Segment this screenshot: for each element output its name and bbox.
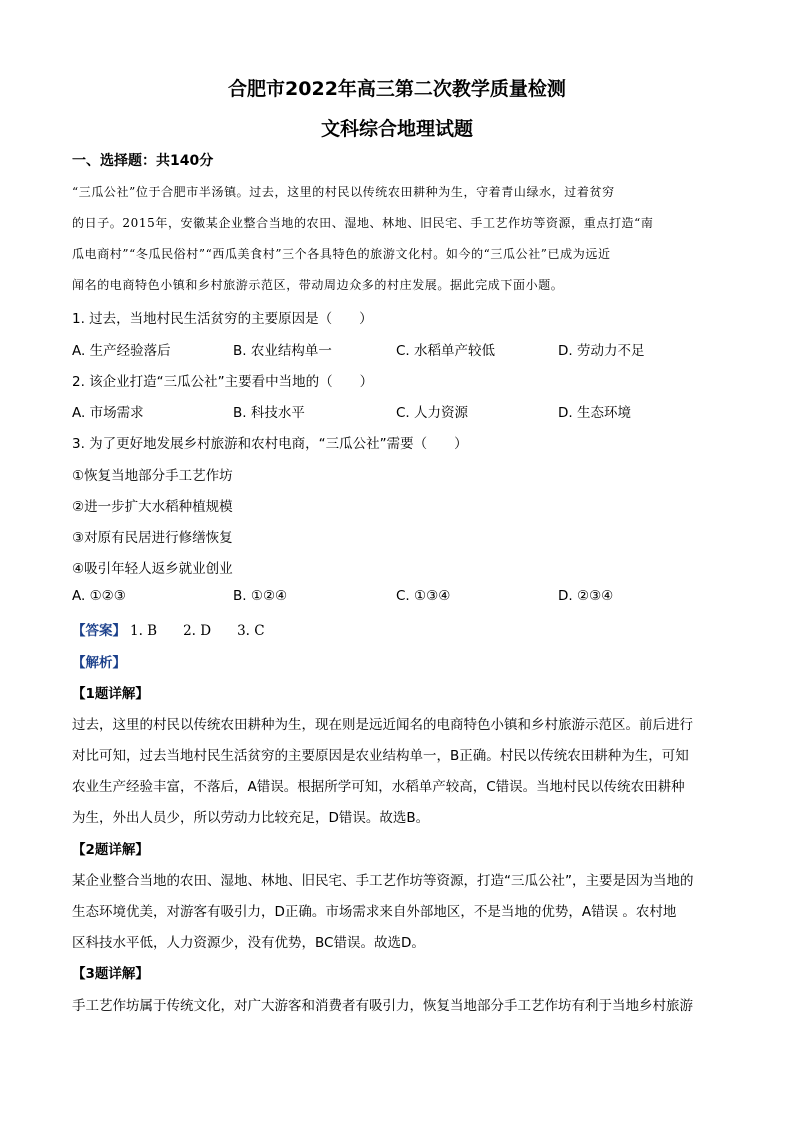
q3-item: ②进一步扩大水稻种植规模	[72, 499, 233, 515]
q3-option-b: B. ①②④	[233, 588, 288, 604]
detail-2-line: 生态环境优美，对游客有吸引力，D正确。市场需求来自外部地区，不是当地的优势，A错误 。农村地	[72, 904, 677, 920]
intro-line: “三瓜公社”位于合肥市半汤镇。过去，这里的村民以传统农田耕种为生，守着青山绿水，过着贫穷	[72, 185, 615, 199]
answer-tag: 【答案】	[72, 623, 126, 639]
q3-option-c: C. ①③④	[396, 588, 451, 604]
detail-2-line: 某企业整合当地的农田、湿地、林地、旧民宅、手工艺作坊等资源，打造“三瓜公社”，主要是因为当地的	[72, 873, 694, 889]
q1-option-d: D. 劳动力不足	[558, 343, 645, 359]
answer-value: 2. D	[183, 623, 212, 639]
question-1-stem: 1. 过去，当地村民生活贫穷的主要原因是（ ）	[72, 311, 373, 327]
detail-2-line: 区科技水平低，人力资源少，没有优势，BC错误。故选D。	[72, 935, 425, 951]
intro-line: 闻名的电商特色小镇和乡村旅游示范区，带动周边众多的村庄发展。据此完成下面小题。	[72, 278, 564, 292]
answer-value: 1. B	[130, 623, 158, 639]
intro-line: 的日子。2015年，安徽某企业整合当地的农田、湿地、林地、旧民宅、手工艺作坊等资源，重点打造“南	[72, 216, 654, 230]
q2-option-d: D. 生态环境	[558, 405, 631, 421]
question-3-stem: 3. 为了更好地发展乡村旅游和农村电商，“三瓜公社”需要（ ）	[72, 436, 468, 452]
q1-option-c: C. 水稻单产较低	[396, 343, 496, 359]
q3-item: ①恢复当地部分手工艺作坊	[72, 468, 233, 484]
section-heading: 一、选择题：共140分	[72, 153, 214, 169]
detail-2-tag: 【2题详解】	[72, 842, 149, 858]
answer-line	[72, 619, 265, 639]
q1-option-a: A. 生产经验落后	[72, 343, 171, 359]
document-title: 合肥市2022年高三第二次教学质量检测	[228, 78, 566, 100]
answer-value: 3. C	[237, 623, 265, 639]
q2-option-b: B. 科技水平	[233, 405, 305, 421]
q2-option-a: A. 市场需求	[72, 405, 144, 421]
detail-3-line: 手工艺作坊属于传统文化，对广大游客和消费者有吸引力，恢复当地部分手工艺作坊有利于当地乡村旅游	[72, 998, 693, 1014]
analysis-tag: 【解析】	[72, 655, 126, 671]
detail-3-tag: 【3题详解】	[72, 966, 149, 982]
q3-option-d: D. ②③④	[558, 588, 614, 604]
detail-1-line: 过去，这里的村民以传统农田耕种为生，现在则是远近闻名的电商特色小镇和乡村旅游示范区。前后进行	[72, 717, 693, 733]
intro-line: 瓜电商村”“冬瓜民俗村”“西瓜美食村”三个各具特色的旅游文化村。如今的“三瓜公社”已成为远近	[72, 247, 611, 261]
q3-item: ③对原有民居进行修缮恢复	[72, 530, 233, 546]
detail-1-tag: 【1题详解】	[72, 686, 149, 702]
detail-1-line: 为生，外出人员少，所以劳动力比较充足，D错误。故选B。	[72, 810, 430, 826]
q1-option-b: B. 农业结构单一	[233, 343, 332, 359]
document-subtitle: 文科综合地理试题	[320, 118, 473, 140]
q3-item: ④吸引年轻人返乡就业创业	[72, 561, 233, 577]
q2-option-c: C. 人力资源	[396, 405, 469, 421]
detail-1-line: 农业生产经验丰富，不落后，A错误。根据所学可知，水稻单产较高，C错误。当地村民以传统农田耕种	[72, 779, 685, 795]
q3-option-a: A. ①②③	[72, 588, 126, 604]
detail-1-line: 对比可知，过去当地村民生活贫穷的主要原因是农业结构单一，B正确。村民以传统农田耕种为生，可知	[72, 748, 689, 764]
question-2-stem: 2. 该企业打造“三瓜公社”主要看中当地的（ ）	[72, 374, 374, 390]
